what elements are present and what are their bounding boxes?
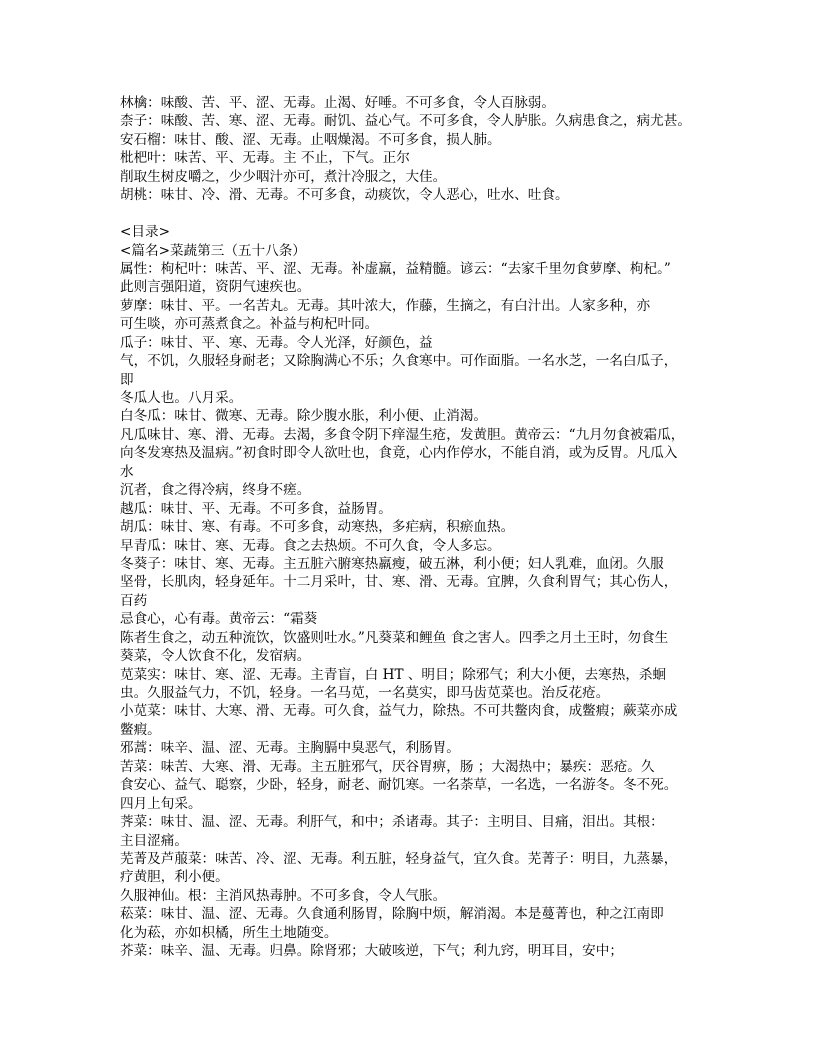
text-line: 苋菜实：味甘、寒、涩、无毒。主青盲，白 HT 、明目；除邪气；利大小便，去寒热，杀蛔 [120, 666, 667, 683]
text-line: 主目涩痛。 [120, 832, 188, 849]
text-line: 芥菜：味辛、温、无毒。归鼻。除肾邪；大破咳逆，下气；利九窍，明耳目，安中； [120, 943, 623, 960]
chapter-title: <篇名>菜蔬第三（五十八条） [120, 242, 306, 259]
document-page [120, 94, 730, 961]
text-line: 鳖瘕。 [120, 721, 161, 738]
text-line-naizi: 柰子：味酸、苦、寒、涩、无毒。耐饥、益心气。不可多食，令人胪胀。久病患食之，病尤甚。 [120, 113, 691, 130]
text-line: 忌食心，心有毒。黄帝云：“霜葵 [120, 611, 318, 628]
text-line-anshiliu: 安石榴：味甘、酸、涩、无毒。止咽燥渴。不可多食，损人肺。 [120, 131, 501, 148]
text-line: 冬瓜人也。八月采。 [120, 390, 243, 406]
text-line: 属性：枸杞叶：味苦、平、涩、无毒。补虚羸，益精髓。谚云：“去家千里勿食萝摩、枸杞。” [120, 260, 671, 277]
text-line: 白冬瓜：味甘、微寒、无毒。除少腹水胀，利小便、止消渴。 [120, 408, 488, 425]
text-line: 四月上旬采。 [120, 795, 202, 812]
text-line: 陈者生食之，动五种流饮，饮盛则吐水。”凡葵菜和鲤鱼 食之害人。四季之月土王时，勿食生 [120, 629, 669, 646]
text-line: 气，不饥，久服轻身耐老；又除胸满心不乐；久食寒中。可作面脂。一名水芝，一名白瓜子， [120, 353, 678, 370]
text-line: 沉者，食之得冷病，终身不瘥。 [120, 482, 311, 499]
section-fruits-tail [120, 94, 730, 205]
text-line: 葵菜，令人饮食不化，发宿病。 [120, 648, 311, 665]
text-line: 向冬发寒热及温病。”初食时即令人欲吐也，食竟，心内作停水，不能自消，或为反胃。凡瓜入 [120, 445, 678, 462]
text-line: 瓜子：味甘、平、寒、无毒。令人光泽，好颜色，益 [120, 334, 433, 351]
text-line: 菘菜：味甘、温、涩、无毒。久食通利肠胃，除胸中烦，解消渴。本是蔓菁也，种之江南即 [120, 906, 664, 923]
text-line: 荠菜：味甘、温、涩、无毒。利肝气，和中；杀诸毒。其子：主明目、目痛，泪出。其根： [120, 814, 664, 831]
text-line: 芜菁及芦菔菜：味苦、冷、涩、无毒。利五脏，轻身益气，宜久食。芜菁子：明目，九蒸暴， [120, 850, 678, 867]
text-line: 虫。久服益气力，不饥，轻身。一名马苋，一名莫实，即马齿苋菜也。治反花疮。 [120, 685, 610, 701]
text-line: 小苋菜：味甘、大寒、滑、无毒。可久食，益气力，除热。不可共鳖肉食，成鳖瘕；蕨菜亦成 [120, 703, 678, 720]
text-line: 可生啖，亦可蒸煮食之。补益与枸杞叶同。 [120, 316, 379, 333]
text-line: 凡瓜味甘、寒、滑、无毒。去渴，多食令阴下痒湿生疮，发黄胆。黄帝云：“九月勿食被霜瓜， [120, 426, 685, 443]
text-line: 百药 [120, 592, 148, 609]
text-line: 此则言强阳道，资阴气速疾也。 [120, 279, 311, 296]
blank-line [120, 205, 730, 223]
text-line: 越瓜：味甘、平、无毒。不可多食，益肠胃。 [120, 500, 392, 517]
text-line-pipaye-cont: 削取生树皮嚼之，少少咽汁亦可，煮汁冷服之，大佳。 [120, 168, 447, 185]
text-line: 苦菜：味苦、大寒、滑、无毒。主五脏邪气，厌谷胃痹，肠 ；大渴热中；暴疾：恶疮。久 [120, 758, 655, 775]
text-line: 坚骨，长肌肉，轻身延年。十二月采叶，甘、寒、滑、无毒。宜脾，久食利胃气；其心伤人， [120, 574, 678, 591]
text-line: 即 [120, 371, 134, 388]
text-line: 早青瓜：味甘、寒、无毒。食之去热烦。不可久食，令人多忘。 [120, 537, 501, 554]
text-line-linqin: 林檎：味酸、苦、平、涩、无毒。止渴、好唾。不可多食，令人百脉弱。 [120, 95, 555, 111]
text-line: 邪蒿：味辛、温、涩、无毒。主胸膈中臭恶气，利肠胃。 [120, 740, 460, 757]
text-line: 化为菘，亦如枳橘，所生土地随变。 [120, 924, 338, 941]
text-line-pipaye: 枇杷叶：味苦、平、无毒。主 不止，下气。正尔 [120, 150, 410, 167]
text-line: 水 [120, 463, 134, 480]
section-vegetables [120, 260, 730, 961]
text-line-hutao: 胡桃：味甘、冷、滑、无毒。不可多食，动痰饮，令人恶心，吐水、吐食。 [120, 187, 569, 204]
text-line: 萝摩：味甘、平。一名苦丸。无毒。其叶浓大，作藤，生摘之，有白汁出。人家多种，亦 [120, 297, 651, 314]
text-line: 胡瓜：味甘、寒、有毒。不可多食，动寒热，多疟病，积瘀血热。 [120, 519, 515, 536]
text-line: 疗黄胆，利小便。 [120, 869, 229, 886]
text-line: 冬葵子：味甘、寒、无毒。主五脏六腑寒热羸瘦，破五淋，利小便；妇人乳难，血闭。久服 [120, 555, 664, 572]
text-line: 食安心、益气、聪察，少卧，轻身，耐老、耐饥寒。一名荼草，一名选，一名游冬。冬不死。 [120, 777, 678, 794]
text-line: 久服神仙。根：主消风热毒肿。不可多食，令人气胀。 [120, 887, 447, 904]
toc-marker: <目录> [120, 224, 170, 241]
